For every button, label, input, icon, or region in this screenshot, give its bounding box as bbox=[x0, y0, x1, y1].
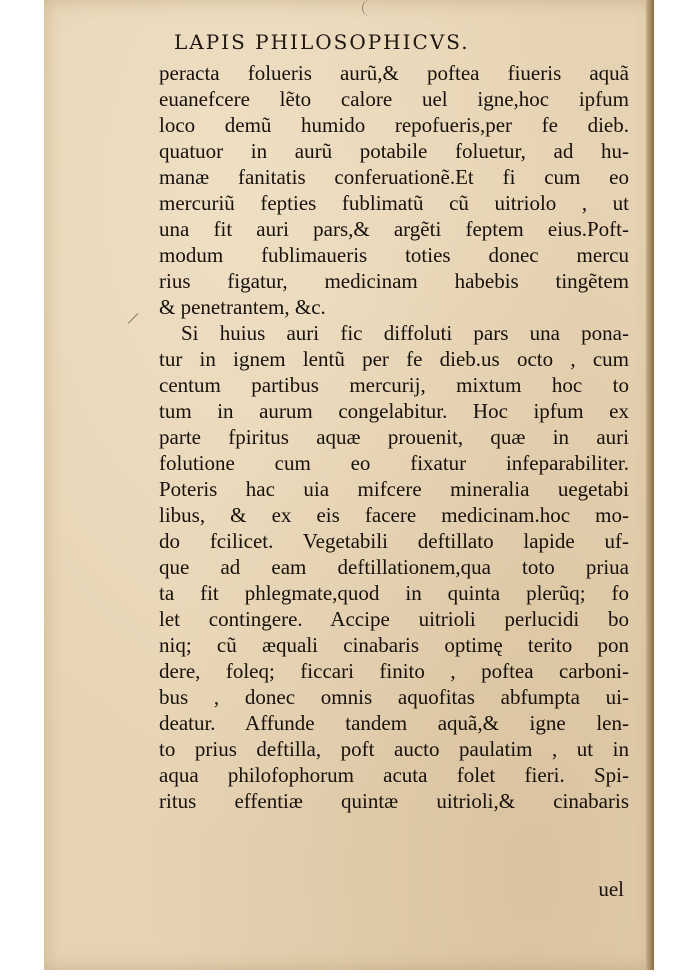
text-line: folutione cum eo fixatur infeparabiliter. bbox=[159, 451, 629, 475]
text-line: dere, foleq; ficcari finito , poftea carboni- bbox=[159, 659, 629, 683]
text-line: una fit auri pars,& argẽti feptem eius.Poft- bbox=[159, 217, 629, 241]
text-line: bus , donec omnis aquofitas abfumpta ui- bbox=[159, 685, 629, 709]
text-line: aqua philofophorum acuta folet fieri. Spi- bbox=[159, 763, 629, 787]
text-line: que ad eam deftillationem,qua toto priua bbox=[159, 555, 629, 579]
text-line: & penetrantem, &c. bbox=[159, 295, 326, 319]
text-line: niq; cũ æquali cinabaris optimę terito pon bbox=[159, 633, 629, 657]
text-line: let contingere. Accipe uitrioli perlucidi bo bbox=[159, 607, 629, 631]
text-line: tur in ignem lentũ per fe dieb.us octo , cum bbox=[159, 347, 629, 371]
text-line: Si huius auri fic diffoluti pars una pona- bbox=[181, 321, 629, 345]
margin-mark bbox=[128, 313, 139, 324]
book-page bbox=[44, 0, 654, 970]
text-line: rius figatur, medicinam habebis tingẽtem bbox=[159, 269, 629, 293]
ink-smudge bbox=[362, 0, 377, 16]
text-line: quatuor in aurũ potabile foluetur, ad hu- bbox=[159, 139, 629, 163]
page-spine-edge bbox=[646, 0, 654, 970]
text-line: tum in aurum congelabitur. Hoc ipfum ex bbox=[159, 399, 629, 423]
text-line: deatur. Affunde tandem aquã,& igne len- bbox=[159, 711, 629, 735]
running-header: LAPIS PHILOSOPHICVS. bbox=[174, 30, 470, 54]
text-line: ta fit phlegmate,quod in quinta plerũq; fo bbox=[159, 581, 629, 605]
body-text bbox=[159, 60, 629, 814]
text-line: to prius deftilla, poft aucto paulatim , ut in bbox=[159, 737, 629, 761]
text-line: ritus effentiæ quintæ uitrioli,& cinabaris bbox=[159, 789, 629, 813]
text-line: Poteris hac uia mifcere mineralia uegetabi bbox=[159, 477, 629, 501]
text-line: do fcilicet. Vegetabili deftillato lapide uf- bbox=[159, 529, 629, 553]
text-line: centum partibus mercurij, mixtum hoc to bbox=[159, 373, 629, 397]
text-line: manæ fanitatis conferuationẽ.Et fi cum eo bbox=[159, 165, 629, 189]
text-line: modum fublimaueris toties donec mercu bbox=[159, 243, 629, 267]
catchword: uel bbox=[598, 877, 624, 901]
text-line: libus, & ex eis facere medicinam.hoc mo- bbox=[159, 503, 629, 527]
text-line: mercuriũ fepties fublimatũ cũ uitriolo , ut bbox=[159, 191, 629, 215]
text-line: peracta folueris aurũ,& poftea fiueris aquã bbox=[159, 61, 629, 85]
text-line: loco demũ humido repofueris,per fe dieb. bbox=[159, 113, 629, 137]
text-line: parte fpiritus aquæ prouenit, quæ in auri bbox=[159, 425, 629, 449]
text-line: euanefcere lẽto calore uel igne,hoc ipfum bbox=[159, 87, 629, 111]
